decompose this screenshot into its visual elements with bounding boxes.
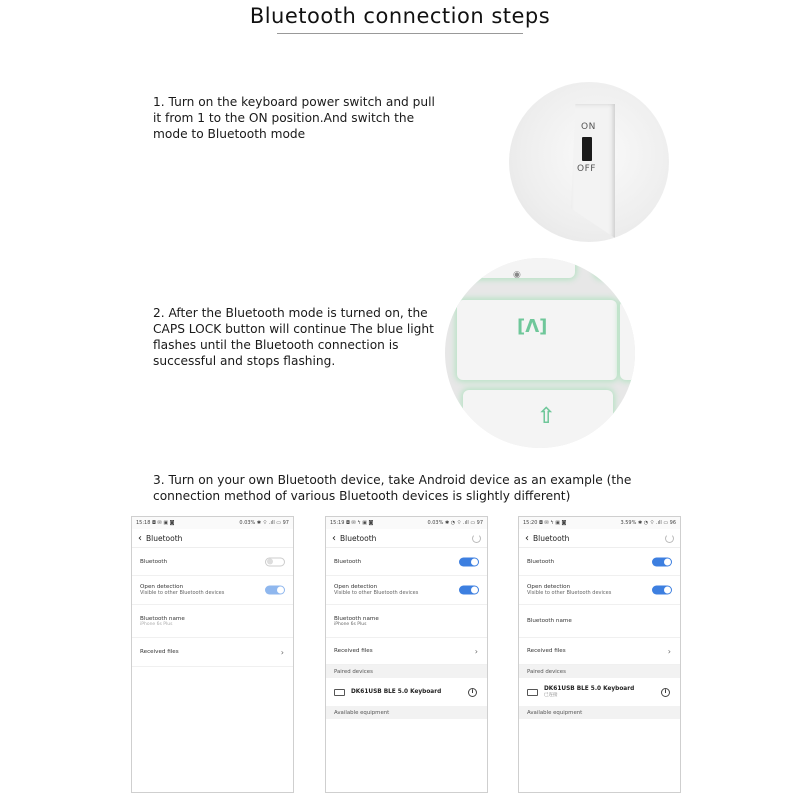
caps-lock-photo [445,258,635,448]
info-icon[interactable]: i [468,688,477,697]
open-detection-row[interactable] [326,576,487,605]
status-left: 15:19 ◘ ✉ ϟ ▣ ◙ [330,520,374,526]
open-detection-row[interactable] [132,576,293,605]
bluetooth-label: Bluetooth [140,558,168,565]
switch-on-label: ON [581,122,596,132]
phone-screenshot-2 [325,516,488,793]
bluetooth-name-label: Bluetooth name [527,618,572,624]
loading-spinner-icon [472,534,481,543]
bluetooth-name-label: Bluetooth name [140,615,185,622]
upper-key [445,258,575,278]
open-detection-toggle[interactable] [459,586,479,595]
power-switch-photo [509,82,669,242]
right-key [620,300,635,380]
paired-device-item[interactable] [326,678,487,706]
open-detection-label: Open detection [140,584,184,590]
loading-spinner-icon [665,534,674,543]
device-name: DK61USB BLE 5.0 Keyboard [544,686,635,692]
status-right: 0.03% ✱ ⌔ .ıll ▭ 97 [239,520,289,526]
device-status: 已连接 [544,693,558,698]
bluetooth-name-value: iPhone 6s Plus [334,621,367,627]
received-files-label: Received files [140,649,179,655]
caps-lock-icon: [Λ] [517,316,548,337]
status-bar [326,517,487,529]
caps-lock-key [457,300,617,380]
keyboard-icon [527,689,538,696]
bluetooth-toggle[interactable] [459,557,479,566]
header-title: Bluetooth [146,533,183,543]
status-right: 3.59% ✱ ◔ ⌔ .ıll ▭ 96 [620,520,676,526]
status-right: 0.03% ✱ ◔ ⌔ .ıll ▭ 97 [427,520,483,526]
chevron-right-icon: › [474,646,478,656]
back-icon[interactable]: ‹ [138,532,142,544]
status-left: 15:20 ◘ ✉ ϟ ▣ ◙ [523,520,567,526]
upper-right-key [595,258,635,278]
step-3-text: 3. Turn on your own Bluetooth device, take Android device as an example (the connection method of various Bluetooth devices is slightly different) [153,473,632,503]
bluetooth-name-value: iPhone 6s Plus [140,621,173,627]
available-equipment-section: Available equipment [519,706,680,719]
bluetooth-header [519,529,680,548]
phone-screenshot-3 [518,516,681,793]
header-title: Bluetooth [340,533,377,543]
title-divider [277,33,523,34]
open-detection-toggle[interactable] [265,586,285,595]
received-files-label: Received files [334,648,373,654]
bluetooth-toggle[interactable] [265,557,285,566]
status-bar [132,517,293,529]
open-detection-label: Open detection [334,584,378,590]
info-icon[interactable]: i [661,688,670,697]
paired-devices-section: Paired devices [519,665,680,678]
chevron-right-icon: › [667,646,671,656]
device-name: DK61USB BLE 5.0 Keyboard [351,689,442,695]
bluetooth-header [132,529,293,548]
bluetooth-name-row[interactable] [132,605,293,638]
received-files-label: Received files [527,648,566,654]
phone-screenshot-1 [131,516,294,793]
page-title: Bluetooth connection steps [249,4,551,28]
bluetooth-toggle[interactable] [652,557,672,566]
status-bar [519,517,680,529]
received-files-row[interactable] [132,638,293,667]
bluetooth-row[interactable] [132,548,293,576]
back-icon[interactable]: ‹ [525,532,529,544]
step-1-text: 1. Turn on the keyboard power switch and pull it from 1 to the ON position.And switch the mode to Bluetooth mode [153,95,435,141]
open-detection-toggle[interactable] [652,586,672,595]
open-detection-sub: Visible to other Bluetooth devices [334,590,419,596]
bluetooth-label: Bluetooth [527,558,555,565]
bluetooth-header [326,529,487,548]
received-files-row[interactable] [519,638,680,665]
keyboard-icon [334,689,345,696]
open-detection-row[interactable] [519,576,680,605]
paired-devices-section: Paired devices [326,665,487,678]
paired-device-item[interactable] [519,678,680,706]
shift-arrow-icon: ⇧ [537,404,556,429]
bluetooth-label: Bluetooth [334,558,362,565]
switch-knob [582,137,592,161]
chevron-right-icon: › [280,647,284,657]
received-files-row[interactable] [326,638,487,665]
step-2-text: 2. After the Bluetooth mode is turned on, the CAPS LOCK button will continue The blue light flashes until the Bluetooth connection is successful and stops flashing. [153,306,434,368]
back-icon[interactable]: ‹ [332,532,336,544]
available-equipment-section: Available equipment [326,706,487,719]
open-detection-sub: Visible to other Bluetooth devices [140,590,225,596]
bluetooth-name-label: Bluetooth name [334,615,379,622]
open-detection-sub: Visible to other Bluetooth devices [527,590,612,596]
open-detection-label: Open detection [527,584,571,590]
bluetooth-row[interactable] [326,548,487,576]
status-left: 15:18 ◘ ✉ ▣ ◙ [136,520,175,526]
bluetooth-name-row[interactable] [326,605,487,638]
key-symbol-icon: ◉ [513,270,521,280]
bluetooth-name-row[interactable] [519,605,680,638]
switch-off-label: OFF [577,164,596,174]
bluetooth-row[interactable] [519,548,680,576]
header-title: Bluetooth [533,533,570,543]
